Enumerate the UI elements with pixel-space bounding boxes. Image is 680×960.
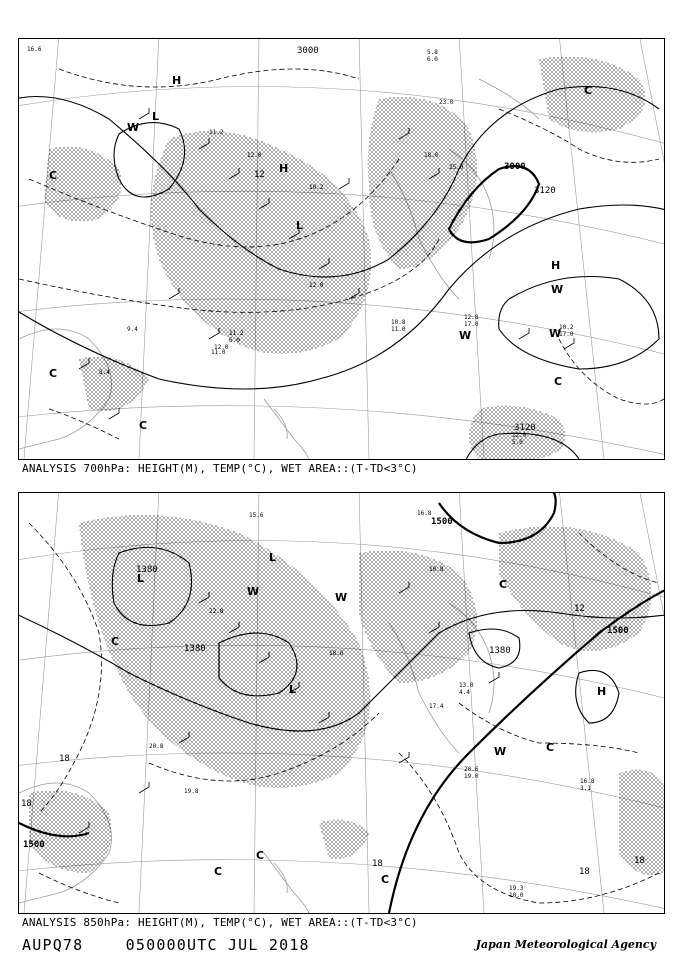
station-value: 18.6 — [329, 650, 344, 657]
station-value: 10.2 — [559, 324, 574, 331]
station-value: 16.8 — [580, 778, 595, 785]
caption-850hpa: ANALYSIS 850hPa: HEIGHT(M), TEMP(°C), WET AREA::(T-TD<3°C) — [22, 916, 418, 929]
contour-label: 1500 — [607, 626, 629, 636]
station-value: 9.4 — [127, 326, 138, 333]
station-value: 18.0 — [424, 152, 439, 159]
station-value: 10.0 — [509, 892, 524, 899]
wet-areas — [29, 515, 664, 876]
station-value: 12.0 — [309, 282, 324, 289]
station-value: 3.1 — [580, 785, 591, 792]
contour-label: 18 — [59, 754, 70, 764]
warm-center: W — [459, 329, 472, 342]
map-700hpa — [19, 39, 664, 459]
station-value: 10.2 — [309, 184, 324, 191]
wet-areas — [44, 57, 646, 460]
product-code: AUPQ78 — [22, 936, 84, 954]
contour-label: 1500 — [431, 517, 453, 527]
station-value: 19.3 — [509, 885, 524, 892]
warm-center: W — [247, 585, 260, 598]
station-value: 6.0 — [427, 56, 438, 63]
contour-label: 3120 — [534, 186, 556, 196]
high-center: H — [551, 259, 561, 272]
map-850hpa — [19, 493, 664, 913]
station-value: 5.8 — [427, 49, 438, 56]
warm-center: W — [335, 591, 348, 604]
cold-center: C — [499, 578, 508, 591]
high-center: H — [172, 74, 182, 87]
station-value: 17.0 — [464, 321, 479, 328]
station-value: 17.0 — [559, 331, 574, 338]
station-value: 20.8 — [149, 743, 164, 750]
station-value: 25.0 — [449, 164, 464, 171]
station-value: 13.0 — [459, 682, 474, 689]
low-center: L — [137, 572, 145, 585]
station-value: 17.4 — [429, 703, 444, 710]
contour-label: 18 — [634, 856, 645, 866]
warm-center: W — [127, 121, 140, 134]
station-value: 16.8 — [417, 510, 432, 517]
contour-label: 3000 — [297, 46, 319, 56]
cold-center: C — [49, 169, 58, 182]
contour-label: 3120 — [514, 423, 536, 433]
chart-700hpa — [18, 38, 665, 460]
station-value: 12.0 — [214, 344, 229, 351]
station-value: 22.8 — [209, 608, 224, 615]
low-center: L — [152, 110, 160, 123]
station-value: 11.2 — [229, 330, 244, 337]
cold-center: C — [111, 635, 120, 648]
high-center: H — [597, 685, 607, 698]
station-value: 11.2 — [209, 129, 224, 136]
station-value: 19.8 — [184, 788, 199, 795]
contour-label: 1380 — [136, 565, 158, 575]
cold-center: C — [214, 865, 223, 878]
contour-label: 1500 — [23, 840, 45, 850]
cold-center: C — [256, 849, 265, 862]
warm-center: W — [549, 327, 562, 340]
station-value: 8.4 — [99, 369, 110, 376]
station-value: 11.0 — [211, 349, 226, 356]
station-value: 12.8 — [464, 314, 479, 321]
cold-center: C — [381, 873, 390, 886]
station-value: 15.6 — [249, 512, 264, 519]
station-value: 12.0 — [512, 432, 527, 439]
chart-850hpa — [18, 492, 665, 914]
station-value: 20.6 — [464, 766, 479, 773]
cold-center: C — [49, 367, 58, 380]
station-value: 23.0 — [439, 99, 454, 106]
low-center: L — [289, 683, 297, 696]
warm-center: W — [551, 283, 564, 296]
station-value: 4.4 — [459, 689, 470, 696]
station-value: 6.0 — [229, 337, 240, 344]
contour-label: 1380 — [489, 646, 511, 656]
contour-label: 12 — [574, 604, 585, 614]
station-value: 12.0 — [247, 152, 262, 159]
contour-label: 18 — [372, 859, 383, 869]
contour-label: 1380 — [184, 644, 206, 654]
warm-center: W — [494, 745, 507, 758]
contour-label: 12 — [254, 170, 265, 180]
high-center: H — [279, 162, 289, 175]
station-value: 10.8 — [429, 566, 444, 573]
caption-700hpa: ANALYSIS 700hPa: HEIGHT(M), TEMP(°C), WET AREA::(T-TD<3°C) — [22, 462, 418, 475]
low-center: L — [296, 219, 304, 232]
agency-name: Japan Meteorological Agency — [475, 938, 656, 951]
contour-label: 3000 — [504, 162, 526, 172]
product-header — [22, 936, 342, 954]
contour-label: 18 — [21, 799, 32, 809]
cold-center: C — [584, 84, 593, 97]
cold-center: C — [139, 419, 148, 432]
station-value: 10.8 — [391, 319, 406, 326]
cold-center: C — [546, 741, 555, 754]
station-value: 19.0 — [464, 773, 479, 780]
station-value: 5.0 — [512, 439, 523, 446]
station-value: 16.6 — [27, 46, 42, 53]
station-value: 11.0 — [391, 326, 406, 333]
valid-time: 050000UTC JUL 2018 — [125, 936, 310, 954]
contour-label: 18 — [579, 867, 590, 877]
low-center: L — [269, 551, 277, 564]
cold-center: C — [554, 375, 563, 388]
